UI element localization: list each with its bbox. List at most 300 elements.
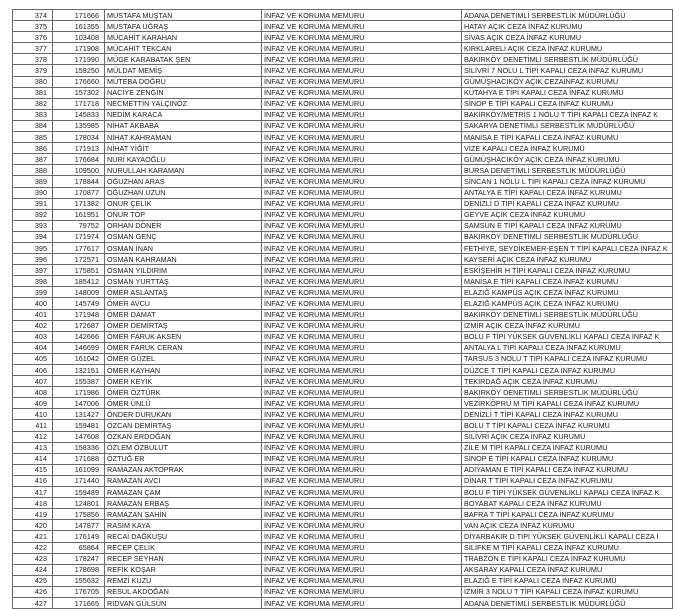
institution-cell: BOYABAT KAPALI CEZA İNFAZ KURUMU <box>462 498 673 509</box>
row-number-cell: 384 <box>13 120 53 131</box>
institution-cell: KIRKLARELİ AÇIK CEZA İNFAZ KURUMU <box>462 43 673 54</box>
table-row <box>13 154 673 165</box>
registry-number-cell: 176660 <box>53 76 105 87</box>
job-title-cell: İNFAZ VE KORUMA MEMURU <box>262 320 462 331</box>
full-name-cell: RESUL AKDOĞAN <box>105 586 262 597</box>
institution-cell: İZMİR 3 NOLU T TİPİ KAPALI CEZA İNFAZ KURUMU <box>462 586 673 597</box>
row-number-cell: 418 <box>13 498 53 509</box>
row-number-cell: 379 <box>13 65 53 76</box>
job-title-cell: İNFAZ VE KORUMA MEMURU <box>262 398 462 409</box>
registry-number-cell: 178698 <box>53 564 105 575</box>
table-row <box>13 431 673 442</box>
full-name-cell: ONUR TOP <box>105 209 262 220</box>
registry-number-cell: 159250 <box>53 65 105 76</box>
registry-number-cell: 147877 <box>53 520 105 531</box>
row-number-cell: 422 <box>13 542 53 553</box>
table-row <box>13 520 673 531</box>
full-name-cell: ÖZKAN ERDOĞAN <box>105 431 262 442</box>
institution-cell: VİZE KAPALI CEZA İNFAZ KURUMU <box>462 143 673 154</box>
job-title-cell: İNFAZ VE KORUMA MEMURU <box>262 365 462 376</box>
full-name-cell: ÖMER KEYİK <box>105 376 262 387</box>
job-title-cell: İNFAZ VE KORUMA MEMURU <box>262 298 462 309</box>
row-number-cell: 398 <box>13 276 53 287</box>
registry-number-cell: 131427 <box>53 409 105 420</box>
full-name-cell: ÖMER FARUK CERAN <box>105 342 262 353</box>
institution-cell: SİNOP E TİPİ KAPALI CEZA İNFAZ KURUMU <box>462 453 673 464</box>
job-title-cell: İNFAZ VE KORUMA MEMURU <box>262 242 462 253</box>
registry-number-cell: 135985 <box>53 120 105 131</box>
full-name-cell: REMZİ KUZU <box>105 575 262 586</box>
row-number-cell: 399 <box>13 287 53 298</box>
row-number-cell: 414 <box>13 453 53 464</box>
full-name-cell: RECAİ DAĞKUŞU <box>105 531 262 542</box>
row-number-cell: 376 <box>13 32 53 43</box>
institution-cell: SAMSUN E TİPİ KAPALI CEZA İNFAZ KURUMU <box>462 220 673 231</box>
job-title-cell: İNFAZ VE KORUMA MEMURU <box>262 586 462 597</box>
job-title-cell: İNFAZ VE KORUMA MEMURU <box>262 442 462 453</box>
table-row <box>13 442 673 453</box>
job-title-cell: İNFAZ VE KORUMA MEMURU <box>262 409 462 420</box>
row-number-cell: 383 <box>13 109 53 120</box>
row-number-cell: 409 <box>13 398 53 409</box>
table-row <box>13 265 673 276</box>
table-row <box>13 254 673 265</box>
full-name-cell: RIDVAN GÜLSÜN <box>105 597 262 608</box>
job-title-cell: İNFAZ VE KORUMA MEMURU <box>262 575 462 586</box>
table-row <box>13 298 673 309</box>
full-name-cell: RAMAZAN ŞAHİN <box>105 509 262 520</box>
institution-cell: SİLİVRİ AÇIK CEZA İNFAZ KURUMU <box>462 431 673 442</box>
job-title-cell: İNFAZ VE KORUMA MEMURU <box>262 143 462 154</box>
institution-cell: MANİSA E TİPİ KAPALI CEZA İNFAZ KURUMU <box>462 132 673 143</box>
row-number-cell: 417 <box>13 487 53 498</box>
job-title-cell: İNFAZ VE KORUMA MEMURU <box>262 331 462 342</box>
institution-cell: BAFRA T TİPİ KAPALI CEZA İNFAZ KURUMU <box>462 509 673 520</box>
job-title-cell: İNFAZ VE KORUMA MEMURU <box>262 109 462 120</box>
institution-cell: BAKIRKÖY/METRİS 1 NOLU T TİPİ KAPALI CEZA İNFAZ K <box>462 109 673 120</box>
table-row <box>13 87 673 98</box>
institution-cell: ELAZIĞ KAMPÜS AÇIK CEZA İNFAZ KURUMU <box>462 298 673 309</box>
table-row <box>13 231 673 242</box>
table-row <box>13 198 673 209</box>
table-row <box>13 276 673 287</box>
row-number-cell: 415 <box>13 464 53 475</box>
registry-number-cell: 155387 <box>53 376 105 387</box>
job-title-cell: İNFAZ VE KORUMA MEMURU <box>262 220 462 231</box>
institution-cell: ADANA DENETİMLİ SERBESTLİK MÜDÜRLÜĞÜ <box>462 10 673 21</box>
institution-cell: DİYARBAKIR D TİPİ YÜKSEK GÜVENLİKLİ KAPALI CEZA İ <box>462 531 673 542</box>
full-name-cell: ÖMER FARUK AKSEN <box>105 331 262 342</box>
registry-number-cell: 170877 <box>53 187 105 198</box>
table-row <box>13 109 673 120</box>
job-title-cell: İNFAZ VE KORUMA MEMURU <box>262 431 462 442</box>
registry-number-cell: 176684 <box>53 154 105 165</box>
row-number-cell: 396 <box>13 254 53 265</box>
row-number-cell: 404 <box>13 342 53 353</box>
table-row <box>13 487 673 498</box>
institution-cell: ANTALYA E TİPİ KAPALI CEZA İNFAZ KURUMU <box>462 187 673 198</box>
full-name-cell: OSMAN YILDIRIM <box>105 265 262 276</box>
table-row <box>13 365 673 376</box>
full-name-cell: ÖZLEM ÖZBULUT <box>105 442 262 453</box>
institution-cell: ADIYAMAN E TİPİ KAPALI CEZA İNFAZ KURUMU <box>462 464 673 475</box>
registry-number-cell: 148009 <box>53 287 105 298</box>
registry-number-cell: 171688 <box>53 453 105 464</box>
full-name-cell: ÖNDER DURUKAN <box>105 409 262 420</box>
row-number-cell: 408 <box>13 387 53 398</box>
job-title-cell: İNFAZ VE KORUMA MEMURU <box>262 198 462 209</box>
full-name-cell: NİHAT KAHRAMAN <box>105 132 262 143</box>
table-row <box>13 586 673 597</box>
table-row <box>13 176 673 187</box>
row-number-cell: 381 <box>13 87 53 98</box>
registry-number-cell: 171986 <box>53 387 105 398</box>
job-title-cell: İNFAZ VE KORUMA MEMURU <box>262 597 462 608</box>
registry-number-cell: 172687 <box>53 320 105 331</box>
row-number-cell: 416 <box>13 475 53 486</box>
registry-number-cell: 176149 <box>53 531 105 542</box>
table-row <box>13 553 673 564</box>
job-title-cell: İNFAZ VE KORUMA MEMURU <box>262 564 462 575</box>
full-name-cell: ÖZCAN DEMİRTAŞ <box>105 420 262 431</box>
registry-number-cell: 185412 <box>53 276 105 287</box>
table-row <box>13 43 673 54</box>
table-row <box>13 342 673 353</box>
registry-number-cell: 145833 <box>53 109 105 120</box>
row-number-cell: 389 <box>13 176 53 187</box>
registry-number-cell: 155632 <box>53 575 105 586</box>
registry-number-cell: 171666 <box>53 10 105 21</box>
registry-number-cell: 145749 <box>53 298 105 309</box>
registry-number-cell: 171382 <box>53 198 105 209</box>
table-row <box>13 65 673 76</box>
job-title-cell: İNFAZ VE KORUMA MEMURU <box>262 276 462 287</box>
registry-number-cell: 161099 <box>53 464 105 475</box>
full-name-cell: RECEP ÇELİK <box>105 542 262 553</box>
row-number-cell: 387 <box>13 154 53 165</box>
job-title-cell: İNFAZ VE KORUMA MEMURU <box>262 231 462 242</box>
registry-number-cell: 159481 <box>53 420 105 431</box>
institution-cell: SİNCAN 1 NOLU L TİPİ KAPALI CEZA İNFAZ KURUMU <box>462 176 673 187</box>
table-row <box>13 165 673 176</box>
full-name-cell: ÖMER ÜNLÜ <box>105 398 262 409</box>
institution-cell: VEZİRKÖPRÜ M TİPİ KAPALI CEZA İNFAZ KURUMU <box>462 398 673 409</box>
row-number-cell: 403 <box>13 331 53 342</box>
table-row <box>13 10 673 21</box>
registry-number-cell: 158336 <box>53 442 105 453</box>
job-title-cell: İNFAZ VE KORUMA MEMURU <box>262 98 462 109</box>
full-name-cell: OSMAN İNAN <box>105 242 262 253</box>
job-title-cell: İNFAZ VE KORUMA MEMURU <box>262 553 462 564</box>
table-row <box>13 498 673 509</box>
table-row <box>13 387 673 398</box>
job-title-cell: İNFAZ VE KORUMA MEMURU <box>262 542 462 553</box>
full-name-cell: ÖMER DAMAT <box>105 309 262 320</box>
job-title-cell: İNFAZ VE KORUMA MEMURU <box>262 87 462 98</box>
table-row <box>13 420 673 431</box>
registry-number-cell: 109500 <box>53 165 105 176</box>
full-name-cell: ÖMER DEMİRTAŞ <box>105 320 262 331</box>
job-title-cell: İNFAZ VE KORUMA MEMURU <box>262 120 462 131</box>
row-number-cell: 393 <box>13 220 53 231</box>
registry-number-cell: 147608 <box>53 431 105 442</box>
full-name-cell: ÖMER ÖZTÜRK <box>105 387 262 398</box>
registry-number-cell: 171908 <box>53 43 105 54</box>
table-row <box>13 376 673 387</box>
job-title-cell: İNFAZ VE KORUMA MEMURU <box>262 309 462 320</box>
row-number-cell: 378 <box>13 54 53 65</box>
job-title-cell: İNFAZ VE KORUMA MEMURU <box>262 65 462 76</box>
institution-cell: TEKİRDAĞ AÇIK CEZA İNFAZ KURUMU <box>462 376 673 387</box>
full-name-cell: ÖMER AVCU <box>105 298 262 309</box>
row-number-cell: 419 <box>13 509 53 520</box>
row-number-cell: 406 <box>13 365 53 376</box>
full-name-cell: MUSTAFA UĞRAŞ <box>105 21 262 32</box>
registry-number-cell: 172571 <box>53 254 105 265</box>
row-number-cell: 377 <box>13 43 53 54</box>
row-number-cell: 425 <box>13 575 53 586</box>
full-name-cell: ÖZTUĞ ER <box>105 453 262 464</box>
row-number-cell: 407 <box>13 376 53 387</box>
job-title-cell: İNFAZ VE KORUMA MEMURU <box>262 353 462 364</box>
institution-cell: SİNOP E TİPİ KAPALI CEZA İNFAZ KURUMU <box>462 98 673 109</box>
table-row <box>13 564 673 575</box>
institution-cell: İZMİR AÇIK CEZA İNFAZ KURUMU <box>462 320 673 331</box>
registry-number-cell: 177617 <box>53 242 105 253</box>
registry-number-cell: 124801 <box>53 498 105 509</box>
institution-cell: FETHİYE, SEYDİKEMER-EŞEN T TİPİ KAPALI CEZA İNFAZ K <box>462 242 673 253</box>
institution-cell: ANTALYA L TİPİ KAPALI CEZA İNFAZ KURUMU <box>462 342 673 353</box>
institution-cell: GEYVE AÇIK CEZA İNFAZ KURUMU <box>462 209 673 220</box>
table-row <box>13 331 673 342</box>
table-row <box>13 531 673 542</box>
registry-number-cell: 175851 <box>53 265 105 276</box>
personnel-table <box>12 9 673 609</box>
institution-cell: HATAY AÇIK CEZA İNFAZ KURUMU <box>462 21 673 32</box>
row-number-cell: 390 <box>13 187 53 198</box>
job-title-cell: İNFAZ VE KORUMA MEMURU <box>262 21 462 32</box>
table-row <box>13 242 673 253</box>
table-row <box>13 76 673 87</box>
registry-number-cell: 171948 <box>53 309 105 320</box>
full-name-cell: ÖMER GÜZEL <box>105 353 262 364</box>
full-name-cell: MUSTAFA MUŞTAN <box>105 10 262 21</box>
institution-cell: KAYSERİ AÇIK CEZA İNFAZ KURUMU <box>462 254 673 265</box>
full-name-cell: RAMAZAN ÇAM <box>105 487 262 498</box>
full-name-cell: OSMAN GENÇ <box>105 231 262 242</box>
row-number-cell: 424 <box>13 564 53 575</box>
row-number-cell: 391 <box>13 198 53 209</box>
job-title-cell: İNFAZ VE KORUMA MEMURU <box>262 54 462 65</box>
row-number-cell: 401 <box>13 309 53 320</box>
institution-cell: DENİZLİ D TİPİ KAPALI CEZA İNFAZ KURUMU <box>462 198 673 209</box>
table-row <box>13 32 673 43</box>
institution-cell: DÜZCE T TİPİ KAPALI CEZA İNFAZ KURUMU <box>462 365 673 376</box>
row-number-cell: 380 <box>13 76 53 87</box>
row-number-cell: 411 <box>13 420 53 431</box>
job-title-cell: İNFAZ VE KORUMA MEMURU <box>262 154 462 165</box>
row-number-cell: 385 <box>13 132 53 143</box>
registry-number-cell: 161042 <box>53 353 105 364</box>
registry-number-cell: 142666 <box>53 331 105 342</box>
table-row <box>13 21 673 32</box>
table-row <box>13 132 673 143</box>
job-title-cell: İNFAZ VE KORUMA MEMURU <box>262 187 462 198</box>
row-number-cell: 397 <box>13 265 53 276</box>
institution-cell: TRABZON E TİPİ KAPALI CEZA İNFAZ KURUMU <box>462 553 673 564</box>
full-name-cell: NEDİM KARACA <box>105 109 262 120</box>
full-name-cell: NİHAT AKBABA <box>105 120 262 131</box>
table-row <box>13 597 673 608</box>
row-number-cell: 412 <box>13 431 53 442</box>
institution-cell: BAKIRKÖY DENETİMLİ SERBESTLİK MÜDÜRLÜĞÜ <box>462 387 673 398</box>
institution-cell: SİLİVRİ 7 NOLU L TİPİ KAPALI CEZA İNFAZ KURUMU <box>462 65 673 76</box>
registry-number-cell: 175856 <box>53 509 105 520</box>
institution-cell: AKSARAY KAPALI CEZA İNFAZ KURUMU <box>462 564 673 575</box>
table-row <box>13 287 673 298</box>
registry-number-cell: 79752 <box>53 220 105 231</box>
full-name-cell: OSMAN YURTTAŞ <box>105 276 262 287</box>
row-number-cell: 402 <box>13 320 53 331</box>
institution-cell: ZİLE M TİPİ KAPALI CEZA İNFAZ KURUMU <box>462 442 673 453</box>
registry-number-cell: 176705 <box>53 586 105 597</box>
table-row <box>13 409 673 420</box>
registry-number-cell: 178034 <box>53 132 105 143</box>
job-title-cell: İNFAZ VE KORUMA MEMURU <box>262 254 462 265</box>
job-title-cell: İNFAZ VE KORUMA MEMURU <box>262 509 462 520</box>
registry-number-cell: 103408 <box>53 32 105 43</box>
institution-cell: KÜTAHYA E TİPİ KAPALI CEZA İNFAZ KURUMU <box>462 87 673 98</box>
registry-number-cell: 178247 <box>53 553 105 564</box>
full-name-cell: NURULLAH KARAMAN <box>105 165 262 176</box>
institution-cell: MANİSA E TİPİ KAPALI CEZA İNFAZ KURUMU <box>462 276 673 287</box>
row-number-cell: 423 <box>13 553 53 564</box>
row-number-cell: 410 <box>13 409 53 420</box>
institution-cell: BOLU F TİPİ YÜKSEK GÜVENLİKLİ KAPALI CEZA İNFAZ K <box>462 487 673 498</box>
job-title-cell: İNFAZ VE KORUMA MEMURU <box>262 342 462 353</box>
job-title-cell: İNFAZ VE KORUMA MEMURU <box>262 453 462 464</box>
job-title-cell: İNFAZ VE KORUMA MEMURU <box>262 132 462 143</box>
row-number-cell: 382 <box>13 98 53 109</box>
row-number-cell: 413 <box>13 442 53 453</box>
table-row <box>13 464 673 475</box>
institution-cell: ELAZIĞ E TİPİ KAPALI CEZA İNFAZ KURUMU <box>462 575 673 586</box>
job-title-cell: İNFAZ VE KORUMA MEMURU <box>262 520 462 531</box>
registry-number-cell: 161355 <box>53 21 105 32</box>
job-title-cell: İNFAZ VE KORUMA MEMURU <box>262 209 462 220</box>
registry-number-cell: 159489 <box>53 487 105 498</box>
job-title-cell: İNFAZ VE KORUMA MEMURU <box>262 76 462 87</box>
job-title-cell: İNFAZ VE KORUMA MEMURU <box>262 498 462 509</box>
institution-cell: SAKARYA DENETİMLİ SERBESTLİK MÜDÜRLÜĞÜ <box>462 120 673 131</box>
full-name-cell: NİHAT YİĞİT <box>105 143 262 154</box>
institution-cell: DİNAR T TİPİ KAPALI CEZA İNFAZ KURUMU <box>462 475 673 486</box>
full-name-cell: RAMAZAN AKTOPRAK <box>105 464 262 475</box>
table-row <box>13 187 673 198</box>
full-name-cell: RAMAZAN ERBAŞ <box>105 498 262 509</box>
row-number-cell: 386 <box>13 143 53 154</box>
full-name-cell: NACİYE ZENGİN <box>105 87 262 98</box>
row-number-cell: 426 <box>13 586 53 597</box>
table-row <box>13 542 673 553</box>
table-row <box>13 320 673 331</box>
row-number-cell: 400 <box>13 298 53 309</box>
institution-cell: ADANA DENETİMLİ SERBESTLİK MÜDÜRLÜĞÜ <box>462 597 673 608</box>
job-title-cell: İNFAZ VE KORUMA MEMURU <box>262 475 462 486</box>
institution-cell: BOLU T TİPİ KAPALI CEZA İNFAZ KURUMU <box>462 420 673 431</box>
table-row <box>13 54 673 65</box>
full-name-cell: MÜGE KARABATAK ŞEN <box>105 54 262 65</box>
full-name-cell: ONUR ÇELİK <box>105 198 262 209</box>
full-name-cell: ÖMER KAYHAN <box>105 365 262 376</box>
full-name-cell: OĞUZHAN ARAS <box>105 176 262 187</box>
institution-cell: BAKIRKÖY DENETİMLİ SERBESTLİK MÜDÜRLÜĞÜ <box>462 54 673 65</box>
job-title-cell: İNFAZ VE KORUMA MEMURU <box>262 420 462 431</box>
table-row <box>13 98 673 109</box>
institution-cell: BAKIRKÖY DENETİMLİ SERBESTLİK MÜDÜRLÜĞÜ <box>462 309 673 320</box>
registry-number-cell: 171440 <box>53 475 105 486</box>
full-name-cell: NURİ KAYAOĞLU <box>105 154 262 165</box>
job-title-cell: İNFAZ VE KORUMA MEMURU <box>262 387 462 398</box>
institution-cell: GÜMÜŞHACIKÖY AÇIK CEZAİNFAZ KURUMU <box>462 76 673 87</box>
personnel-table-body <box>13 10 673 609</box>
institution-cell: VAN AÇIK CEZA İNFAZ KURUMU <box>462 520 673 531</box>
registry-number-cell: 147006 <box>53 398 105 409</box>
registry-number-cell: 161951 <box>53 209 105 220</box>
institution-cell: BOLU F TİPİ YÜKSEK GÜVENLİKLİ KAPALI CEZA İNFAZ K <box>462 331 673 342</box>
full-name-cell: OSMAN KAHRAMAN <box>105 254 262 265</box>
job-title-cell: İNFAZ VE KORUMA MEMURU <box>262 376 462 387</box>
job-title-cell: İNFAZ VE KORUMA MEMURU <box>262 10 462 21</box>
table-row <box>13 475 673 486</box>
full-name-cell: ORHAN DÖNER <box>105 220 262 231</box>
full-name-cell: MÜCAHİT KARAHAN <box>105 32 262 43</box>
row-number-cell: 394 <box>13 231 53 242</box>
registry-number-cell: 132151 <box>53 365 105 376</box>
row-number-cell: 421 <box>13 531 53 542</box>
registry-number-cell: 157302 <box>53 87 105 98</box>
row-number-cell: 388 <box>13 165 53 176</box>
job-title-cell: İNFAZ VE KORUMA MEMURU <box>262 464 462 475</box>
full-name-cell: REFİK KOŞAR <box>105 564 262 575</box>
full-name-cell: MÜTEBA DOĞRU <box>105 76 262 87</box>
job-title-cell: İNFAZ VE KORUMA MEMURU <box>262 265 462 276</box>
table-row <box>13 353 673 364</box>
row-number-cell: 374 <box>13 10 53 21</box>
row-number-cell: 427 <box>13 597 53 608</box>
full-name-cell: RASİM KAYA <box>105 520 262 531</box>
registry-number-cell: 171718 <box>53 98 105 109</box>
registry-number-cell: 146699 <box>53 342 105 353</box>
institution-cell: SİLİFKE M TİPİ KAPALI CEZA İNFAZ KURUMU <box>462 542 673 553</box>
registry-number-cell: 171990 <box>53 54 105 65</box>
institution-cell: BAKIRKÖY DENETİMLİ SERBESTLİK MÜDÜRLÜĞÜ <box>462 231 673 242</box>
table-row <box>13 220 673 231</box>
row-number-cell: 405 <box>13 353 53 364</box>
registry-number-cell: 171665 <box>53 597 105 608</box>
full-name-cell: MÜLDAT MEMİŞ <box>105 65 262 76</box>
full-name-cell: ÖMER ASLANTAŞ <box>105 287 262 298</box>
full-name-cell: RECEP SEYHAN <box>105 553 262 564</box>
table-row <box>13 143 673 154</box>
row-number-cell: 420 <box>13 520 53 531</box>
job-title-cell: İNFAZ VE KORUMA MEMURU <box>262 531 462 542</box>
registry-number-cell: 171913 <box>53 143 105 154</box>
full-name-cell: NECMETTİN YALÇINÖZ <box>105 98 262 109</box>
table-row <box>13 120 673 131</box>
job-title-cell: İNFAZ VE KORUMA MEMURU <box>262 43 462 54</box>
table-row <box>13 453 673 464</box>
